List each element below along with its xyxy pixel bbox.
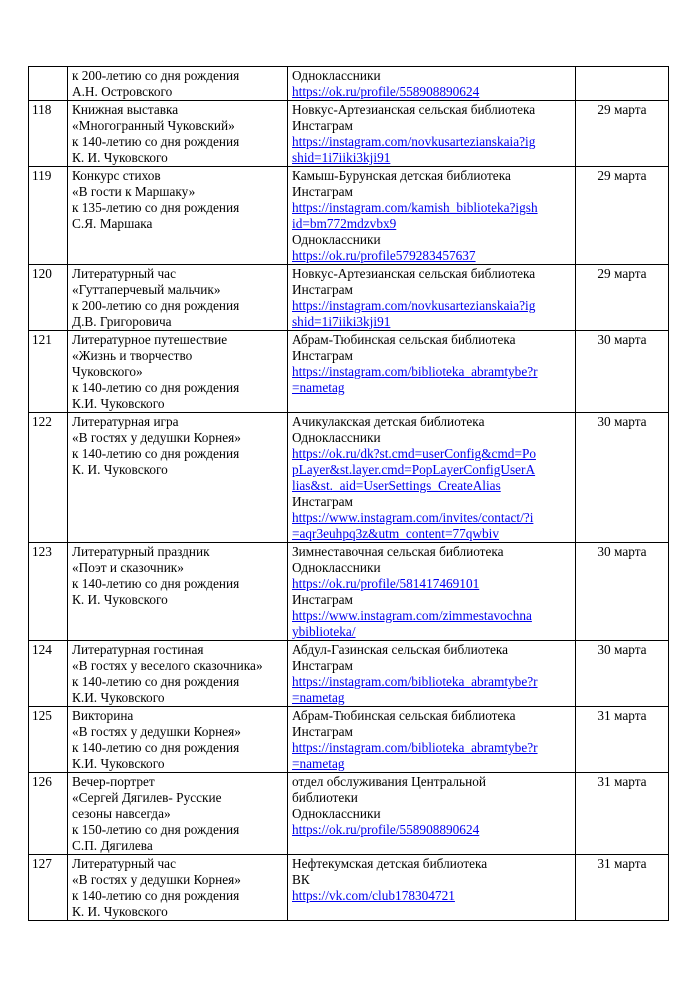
date-cell: 29 марта [576, 167, 669, 265]
row-number-cell: 121 [29, 331, 68, 413]
event-line: к 140-летию со дня рождения [72, 740, 240, 755]
event-cell [68, 101, 288, 167]
place-line: Одноклассники [292, 560, 381, 575]
event-line: К.И. Чуковского [72, 396, 165, 411]
resource-link[interactable]: https://ok.ru/profile/581417469101 [292, 576, 480, 591]
place-line: Камыш-Бурунская детская библиотека [292, 168, 511, 183]
event-line: К. И. Чуковского [72, 592, 168, 607]
place-line: ВК [292, 872, 310, 887]
event-line: к 140-летию со дня рождения [72, 134, 240, 149]
event-line: К. И. Чуковского [72, 904, 168, 919]
place-line: Инстаграм [292, 494, 353, 509]
resource-link[interactable]: https://ok.ru/profile579283457637 [292, 248, 476, 263]
event-cell [68, 543, 288, 641]
place-cell [288, 331, 576, 413]
table-row [29, 167, 669, 265]
resource-link[interactable]: pLayer&st.layer.cmd=PopLayerConfigUserA [292, 462, 536, 477]
event-line: К. И. Чуковского [72, 150, 168, 165]
place-line: Инстаграм [292, 282, 353, 297]
event-line: «Сергей Дягилев- Русские [72, 790, 222, 805]
resource-link[interactable]: shid=1i7iiki3kji91 [292, 314, 391, 329]
place-line: Одноклассники [292, 68, 381, 83]
event-line: А.Н. Островского [72, 84, 173, 99]
event-line: Д.В. Григоровича [72, 314, 172, 329]
table-row [29, 67, 669, 101]
row-number-cell [29, 67, 68, 101]
table-row [29, 543, 669, 641]
place-cell [288, 543, 576, 641]
event-line: Литературное путешествие [72, 332, 228, 347]
event-line: к 140-летию со дня рождения [72, 674, 240, 689]
place-line: Ачикулакская детская библиотека [292, 414, 485, 429]
events-table-body [29, 67, 669, 921]
resource-link[interactable]: https://instagram.com/biblioteka_abramtybe?r [292, 740, 538, 755]
place-cell [288, 167, 576, 265]
resource-link[interactable]: https://instagram.com/biblioteka_abramtybe?r [292, 674, 538, 689]
place-line: Инстаграм [292, 658, 353, 673]
event-line: к 200-летию со дня рождения [72, 298, 240, 313]
date-cell: 30 марта [576, 413, 669, 543]
event-line: Викторина [72, 708, 134, 723]
table-row [29, 265, 669, 331]
document-page [28, 66, 669, 921]
resource-link[interactable]: ybiblioteka/ [292, 624, 356, 639]
row-number-cell: 120 [29, 265, 68, 331]
date-cell [576, 67, 669, 101]
table-row [29, 331, 669, 413]
event-line: «Поэт и сказочник» [72, 560, 184, 575]
event-line: «В гостях у дедушки Корнея» [72, 872, 241, 887]
event-line: Литературная игра [72, 414, 179, 429]
row-number-cell: 122 [29, 413, 68, 543]
resource-link[interactable]: https://instagram.com/novkusartezianskaia?ig [292, 134, 536, 149]
event-cell [68, 773, 288, 855]
resource-link[interactable]: https://vk.com/club178304721 [292, 888, 455, 903]
resource-link[interactable]: lias&st._aid=UserSettings_CreateAlias [292, 478, 501, 493]
row-number-cell: 125 [29, 707, 68, 773]
event-line: к 200-летию со дня рождения [72, 68, 240, 83]
place-line: Инстаграм [292, 348, 353, 363]
table-row [29, 101, 669, 167]
event-line: «Жизнь и творчество [72, 348, 193, 363]
row-number-cell: 126 [29, 773, 68, 855]
place-line: Новкус-Артезианская сельская библиотека [292, 266, 536, 281]
table-row [29, 707, 669, 773]
event-line: к 140-летию со дня рождения [72, 446, 240, 461]
resource-link[interactable]: =aqr3euhpq3z&utm_content=77qwbiv [292, 526, 500, 541]
resource-link[interactable]: =nametag [292, 690, 345, 705]
date-cell: 30 марта [576, 331, 669, 413]
event-line: Литературный праздник [72, 544, 210, 559]
resource-link[interactable]: =nametag [292, 380, 345, 395]
resource-link[interactable]: https://instagram.com/novkusartezianskaia?ig [292, 298, 536, 313]
place-line: Новкус-Артезианская сельская библиотека [292, 102, 536, 117]
row-number-cell: 119 [29, 167, 68, 265]
event-cell [68, 641, 288, 707]
place-line: Нефтекумская детская библиотека [292, 856, 488, 871]
place-line: Абрам-Тюбинская сельская библиотека [292, 332, 516, 347]
place-line: Инстаграм [292, 118, 353, 133]
event-line: к 140-летию со дня рождения [72, 380, 240, 395]
place-cell [288, 265, 576, 331]
event-cell [68, 413, 288, 543]
place-line: Зимнеставочная сельская библиотека [292, 544, 504, 559]
event-line: Литературный час [72, 856, 176, 871]
table-row [29, 855, 669, 921]
resource-link[interactable]: https://ok.ru/profile/558908890624 [292, 84, 480, 99]
event-line: «Гуттаперчевый мальчик» [72, 282, 221, 297]
event-line: Литературная гостиная [72, 642, 204, 657]
date-cell: 29 марта [576, 265, 669, 331]
date-cell: 31 марта [576, 773, 669, 855]
table-row [29, 641, 669, 707]
place-line: библиотеки [292, 790, 358, 805]
event-line: «В гости к Маршаку» [72, 184, 196, 199]
place-line: Одноклассники [292, 232, 381, 247]
place-cell [288, 855, 576, 921]
resource-link[interactable]: https://www.instagram.com/zimmestavochna [292, 608, 532, 623]
event-line: Чуковского» [72, 364, 143, 379]
event-line: к 140-летию со дня рождения [72, 888, 240, 903]
event-line: К.И. Чуковского [72, 690, 165, 705]
event-line: «В гостях у дедушки Корнея» [72, 724, 241, 739]
date-cell: 30 марта [576, 641, 669, 707]
event-cell [68, 265, 288, 331]
resource-link[interactable]: https://www.instagram.com/invites/contact/?i [292, 510, 534, 525]
event-line: Книжная выставка [72, 102, 179, 117]
event-line: к 140-летию со дня рождения [72, 576, 240, 591]
table-row [29, 773, 669, 855]
row-number-cell: 127 [29, 855, 68, 921]
place-cell [288, 707, 576, 773]
event-line: «В гостях у веселого сказочника» [72, 658, 263, 673]
event-cell [68, 331, 288, 413]
row-number-cell: 124 [29, 641, 68, 707]
resource-link[interactable]: https://instagram.com/biblioteka_abramtybe?r [292, 364, 538, 379]
date-cell: 31 марта [576, 855, 669, 921]
date-cell: 29 марта [576, 101, 669, 167]
event-line: Конкурс стихов [72, 168, 161, 183]
resource-link[interactable]: https://ok.ru/dk?st.cmd=userConfig&cmd=Po [292, 446, 536, 461]
place-line: Одноклассники [292, 430, 381, 445]
resource-link[interactable]: id=bm772mdzvbx9 [292, 216, 397, 231]
event-line: Вечер-портрет [72, 774, 155, 789]
event-cell [68, 67, 288, 101]
event-cell [68, 855, 288, 921]
place-line: Инстаграм [292, 724, 353, 739]
event-cell [68, 167, 288, 265]
date-cell: 30 марта [576, 543, 669, 641]
place-cell [288, 67, 576, 101]
resource-link[interactable]: https://instagram.com/kamish_biblioteka?igsh [292, 200, 538, 215]
place-line: Инстаграм [292, 184, 353, 199]
resource-link[interactable]: =nametag [292, 756, 345, 771]
events-table [28, 66, 669, 921]
place-line: отдел обслуживания Центральной [292, 774, 486, 789]
event-line: С.Я. Маршака [72, 216, 153, 231]
place-line: Инстаграм [292, 592, 353, 607]
event-line: «Многогранный Чуковский» [72, 118, 235, 133]
place-cell [288, 773, 576, 855]
resource-link[interactable]: https://ok.ru/profile/558908890624 [292, 822, 480, 837]
event-cell [68, 707, 288, 773]
table-row [29, 413, 669, 543]
row-number-cell: 123 [29, 543, 68, 641]
place-cell [288, 101, 576, 167]
event-line: К. И. Чуковского [72, 462, 168, 477]
place-line: Одноклассники [292, 806, 381, 821]
event-line: сезоны навсегда» [72, 806, 171, 821]
event-line: к 150-летию со дня рождения [72, 822, 240, 837]
row-number-cell: 118 [29, 101, 68, 167]
place-cell [288, 641, 576, 707]
place-line: Абрам-Тюбинская сельская библиотека [292, 708, 516, 723]
event-line: «В гостях у дедушки Корнея» [72, 430, 241, 445]
place-cell [288, 413, 576, 543]
place-line: Абдул-Газинская сельская библиотека [292, 642, 509, 657]
resource-link[interactable]: shid=1i7iiki3kji91 [292, 150, 391, 165]
event-line: К.И. Чуковского [72, 756, 165, 771]
date-cell: 31 марта [576, 707, 669, 773]
event-line: к 135-летию со дня рождения [72, 200, 240, 215]
event-line: С.П. Дягилева [72, 838, 153, 853]
event-line: Литературный час [72, 266, 176, 281]
